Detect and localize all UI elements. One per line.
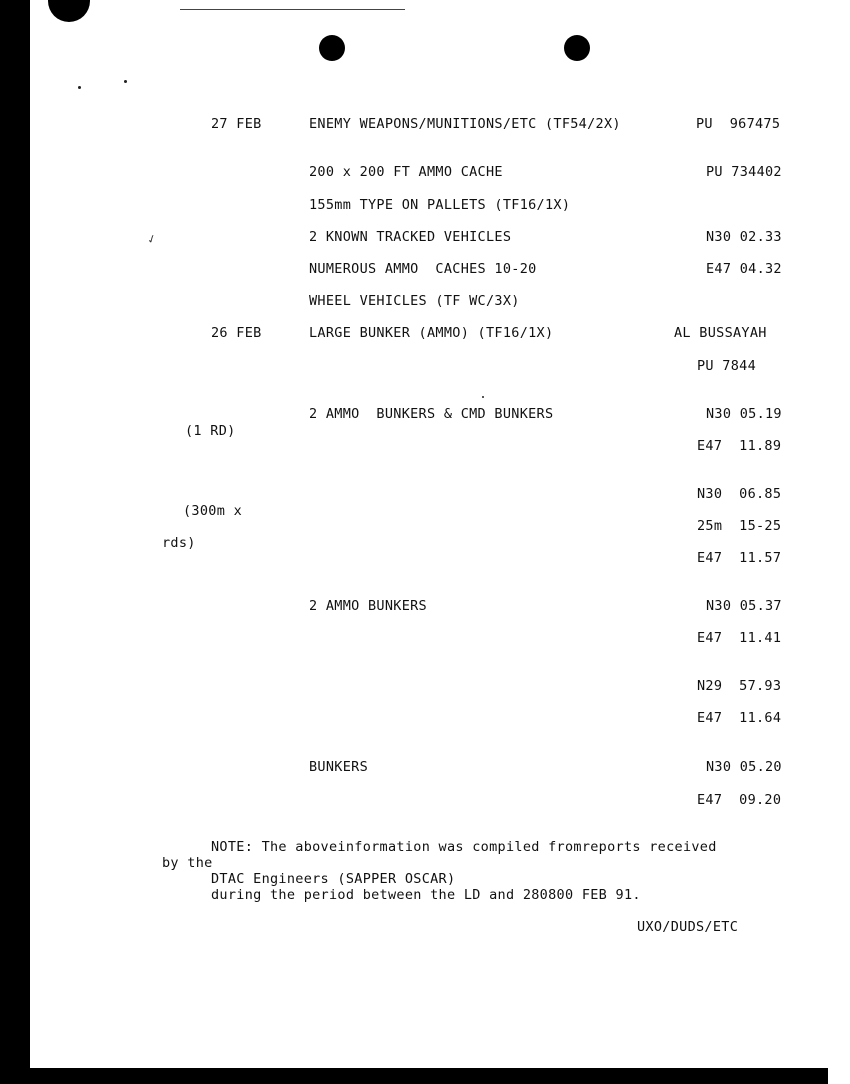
entry-location: N30 05.19 [706, 406, 782, 422]
entry-location: N30 06.85 [697, 486, 782, 502]
entry-description: WHEEL VEHICLES (TF WC/3X) [309, 293, 520, 309]
scan-speck [482, 396, 484, 398]
entry-description: ENEMY WEAPONS/MUNITIONS/ETC (TF54/2X) [309, 116, 621, 132]
check-mark: ✓ [145, 231, 159, 248]
punch-hole-right [564, 35, 590, 61]
entry-location: E47 11.41 [697, 630, 782, 646]
entry-location: AL BUSSAYAH [674, 325, 767, 341]
scan-speck [124, 80, 127, 83]
scan-corner-mark [48, 0, 90, 22]
scan-left-edge [0, 0, 30, 1084]
entry-description: 2 KNOWN TRACKED VEHICLES [309, 229, 512, 245]
scan-bottom-edge [0, 1068, 828, 1084]
entry-location: PU 7844 [697, 358, 756, 374]
entry-location: E47 11.89 [697, 438, 782, 454]
scan-speck [78, 86, 81, 89]
entry-description: BUNKERS [309, 759, 368, 775]
entry-location: N30 05.20 [706, 759, 782, 775]
entry-description: LARGE BUNKER (AMMO) (TF16/1X) [309, 325, 554, 341]
punch-hole-left [319, 35, 345, 61]
entry-description: 200 x 200 FT AMMO CACHE [309, 164, 503, 180]
note-line: during the period between the LD and 280800 FEB 91. [211, 887, 641, 903]
note-line: by the [162, 855, 213, 871]
top-rule [180, 9, 405, 10]
margin-note: rds) [162, 535, 196, 551]
entry-date: 27 FEB [211, 116, 262, 132]
margin-note: (1 RD) [185, 423, 236, 439]
entry-description: 155mm TYPE ON PALLETS (TF16/1X) [309, 197, 571, 213]
note-line: NOTE: The aboveinformation was compiled fromreports received [211, 839, 717, 855]
entry-location: N30 02.33 [706, 229, 782, 245]
entry-date: 26 FEB [211, 325, 262, 341]
entry-location: N30 05.37 [706, 598, 782, 614]
margin-note: (300m x [183, 503, 242, 519]
entry-location: E47 04.32 [706, 261, 782, 277]
note-line: DTAC Engineers (SAPPER OSCAR) [211, 871, 456, 887]
entry-location: E47 11.64 [697, 710, 782, 726]
entry-location: PU 734402 [706, 164, 782, 180]
entry-description: 2 AMMO BUNKERS & CMD BUNKERS [309, 406, 554, 422]
entry-location: E47 09.20 [697, 792, 782, 808]
entry-location: PU 967475 [696, 116, 781, 132]
entry-location: N29 57.93 [697, 678, 782, 694]
entry-description: 2 AMMO BUNKERS [309, 598, 427, 614]
entry-description: NUMEROUS AMMO CACHES 10-20 [309, 261, 537, 277]
footer-tag: UXO/DUDS/ETC [637, 919, 739, 935]
entry-location: 25m 15-25 [697, 518, 782, 534]
entry-location: E47 11.57 [697, 550, 782, 566]
